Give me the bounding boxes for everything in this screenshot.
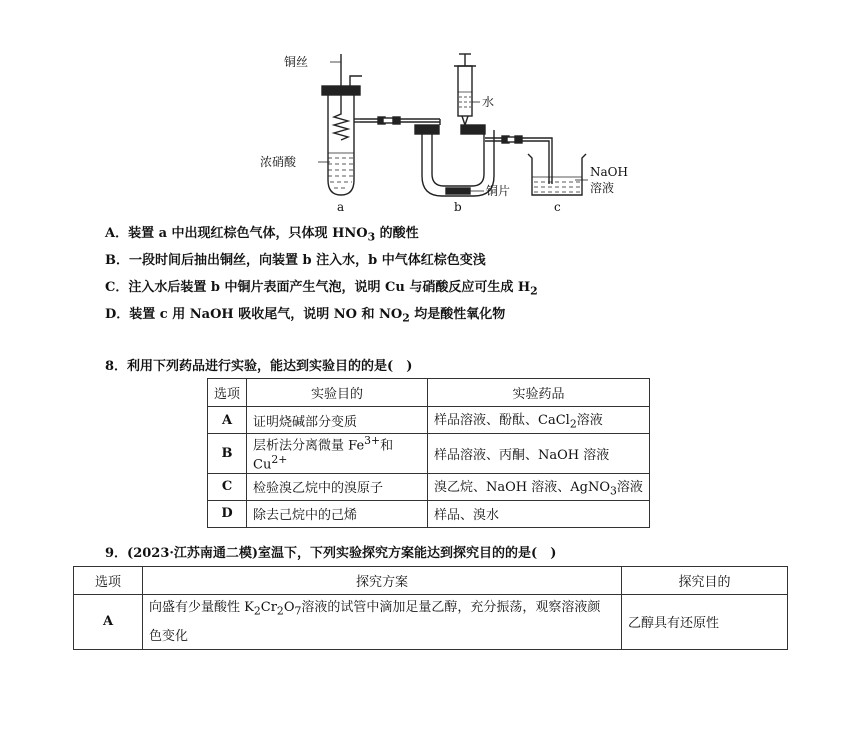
label-water: 水 [482,95,495,109]
stopper-b-left [415,125,439,134]
q9-table [73,566,788,650]
q8-header-aim: 实验目的 [247,379,428,407]
q8-header-option: 选项 [208,379,247,407]
q8-table [207,378,650,528]
q9-header-plan: 探究方案 [143,567,622,595]
option-c: C．注入水后装置 b 中铜片表面产生气泡，说明 Cu 与硝酸反应可生成 $H_2$ [105,280,538,298]
label-nitric-acid: 浓硝酸 [260,155,297,169]
option-a: A．装置 a 中出现红棕色气体，只体现 $HNO_3$ 的酸性 [105,226,419,244]
q9-header-option: 选项 [74,567,143,595]
label-solution: 溶液 [590,181,615,195]
table-row: A 向盛有少量酸性 $K_2Cr_2O_7$溶液的试管中滴加足量乙醇，充分振荡，观察溶液颜 色变化 乙醇具有还原性 [74,595,788,650]
copper-sheet [446,188,470,194]
table-row: A 证明烧碱部分变质 样品溶液、酚酞、CaCl$_2$溶液 [208,407,650,434]
table-row: B 层析法分离微量 $Fe^{3+}$和 $Cu^{2+}$ 样品溶液、丙酮、NaOH 溶液 [208,434,650,474]
label-copper-sheet: 铜片 [486,184,511,198]
label-naoh: NaOH [590,165,628,179]
label-a: a [337,200,345,214]
table-row: C 检验溴乙烷中的溴原子 溴乙烷、NaOH 溶液、AgNO$_3$溶液 [208,473,650,500]
label-b: b [454,200,462,214]
syringe-water [458,92,472,107]
q9-header-aim: 探究目的 [622,567,788,595]
syringe-barrel [458,66,472,116]
naoh-liquid [532,177,582,192]
stopper-a [322,86,360,95]
label-c: c [554,200,561,214]
copper-coil [334,95,348,140]
label-copper-wire: 铜丝 [284,55,309,69]
apparatus-figure [250,52,640,214]
option-b: B．一段时间后抽出铜丝，向装置 b 注入水，b 中气体红棕色变浅 [105,253,486,268]
q8-stem: 8．利用下列药品进行实验，能达到实验目的的是( ) [105,359,413,374]
q9-stem: 9．(2023·江苏南通二模)室温下，下列实验探究方案能达到探究目的的是( ) [105,546,557,561]
table-row: D 除去己烷中的己烯 样品、溴水 [208,500,650,527]
beaker-c [528,154,586,195]
nitric-acid-liquid [328,153,354,188]
stopper-b-right [461,125,485,134]
option-d: D．装置 c 用 NaOH 吸收尾气，说明 NO 和 $NO_2$ 均是酸性氧化物 [105,307,506,325]
q8-header-reagent: 实验药品 [428,379,650,407]
